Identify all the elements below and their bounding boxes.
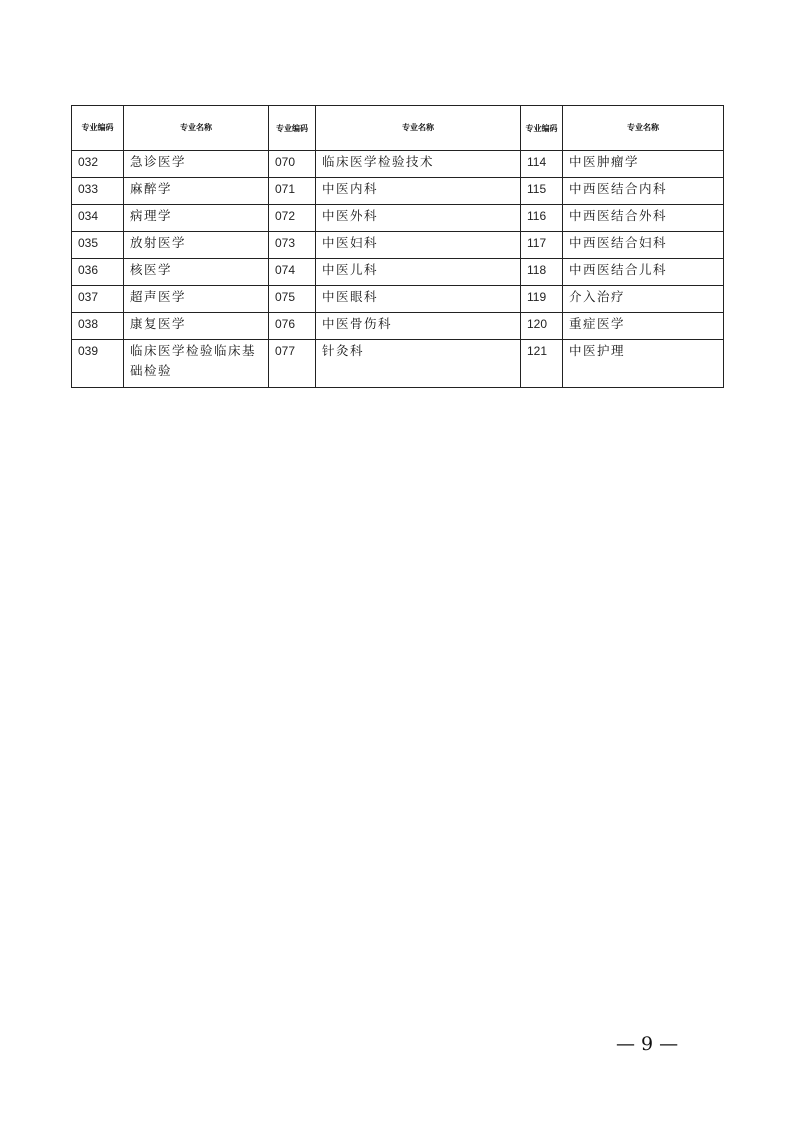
specialty-code-cell: 076 xyxy=(269,313,316,340)
header-specialty-name: 专业名称 xyxy=(124,106,269,151)
table-row xyxy=(72,178,724,205)
specialty-code-cell: 035 xyxy=(72,232,124,259)
specialty-code-cell: 071 xyxy=(269,178,316,205)
specialty-code-cell: 072 xyxy=(269,205,316,232)
specialty-code-cell: 118 xyxy=(521,259,563,286)
specialty-code-cell: 073 xyxy=(269,232,316,259)
specialty-code-cell: 032 xyxy=(72,151,124,178)
specialty-name-cell: 中医外科 xyxy=(316,205,521,232)
header-specialty-code: 专业编码 xyxy=(521,106,563,151)
specialty-code-cell: 037 xyxy=(72,286,124,313)
specialty-code-cell: 033 xyxy=(72,178,124,205)
specialty-code-cell: 070 xyxy=(269,151,316,178)
specialty-code-cell: 119 xyxy=(521,286,563,313)
header-specialty-code: 专业编码 xyxy=(269,106,316,151)
header-specialty-name: 专业名称 xyxy=(316,106,521,151)
specialty-code-cell: 077 xyxy=(269,340,316,388)
table-row xyxy=(72,313,724,340)
table-row xyxy=(72,340,724,388)
table-row xyxy=(72,205,724,232)
specialty-name-cell: 针灸科 xyxy=(316,340,521,388)
table-row xyxy=(72,232,724,259)
header-specialty-code: 专业编码 xyxy=(72,106,124,151)
specialty-name-cell: 核医学 xyxy=(124,259,269,286)
specialty-name-cell: 中医护理 xyxy=(563,340,724,388)
specialty-code-cell: 075 xyxy=(269,286,316,313)
specialty-name-cell: 中西医结合内科 xyxy=(563,178,724,205)
specialty-name-cell: 中医妇科 xyxy=(316,232,521,259)
table-row xyxy=(72,151,724,178)
specialty-code-cell: 074 xyxy=(269,259,316,286)
specialty-name-cell: 中医眼科 xyxy=(316,286,521,313)
specialty-name-cell: 急诊医学 xyxy=(124,151,269,178)
table-header-row xyxy=(72,106,724,151)
specialty-code-cell: 114 xyxy=(521,151,563,178)
table-row xyxy=(72,259,724,286)
specialty-code-cell: 116 xyxy=(521,205,563,232)
specialty-code-cell: 120 xyxy=(521,313,563,340)
specialty-name-cell: 临床医学检验技术 xyxy=(316,151,521,178)
specialty-name-cell: 中医骨伤科 xyxy=(316,313,521,340)
specialty-code-cell: 034 xyxy=(72,205,124,232)
specialty-code-cell: 036 xyxy=(72,259,124,286)
specialty-name-cell: 麻醉学 xyxy=(124,178,269,205)
specialty-name-cell: 放射医学 xyxy=(124,232,269,259)
specialty-name-cell: 中医内科 xyxy=(316,178,521,205)
specialty-name-cell: 临床医学检验临床基础检验 xyxy=(124,340,269,388)
specialty-name-cell: 中西医结合儿科 xyxy=(563,259,724,286)
specialty-name-cell: 中西医结合妇科 xyxy=(563,232,724,259)
specialty-name-cell: 超声医学 xyxy=(124,286,269,313)
specialty-name-cell: 中西医结合外科 xyxy=(563,205,724,232)
specialty-name-cell: 中医肿瘤学 xyxy=(563,151,724,178)
specialty-name-cell: 重症医学 xyxy=(563,313,724,340)
page-number: — 9 — xyxy=(616,1033,679,1055)
specialty-name-cell: 病理学 xyxy=(124,205,269,232)
specialty-name-cell: 中医儿科 xyxy=(316,259,521,286)
specialty-code-cell: 038 xyxy=(72,313,124,340)
specialty-code-cell: 117 xyxy=(521,232,563,259)
specialty-code-cell: 115 xyxy=(521,178,563,205)
table-row xyxy=(72,286,724,313)
specialty-code-cell: 121 xyxy=(521,340,563,388)
specialty-name-cell: 康复医学 xyxy=(124,313,269,340)
header-specialty-name: 专业名称 xyxy=(563,106,724,151)
specialty-table xyxy=(71,105,724,388)
specialty-code-cell: 039 xyxy=(72,340,124,388)
specialty-name-cell: 介入治疗 xyxy=(563,286,724,313)
